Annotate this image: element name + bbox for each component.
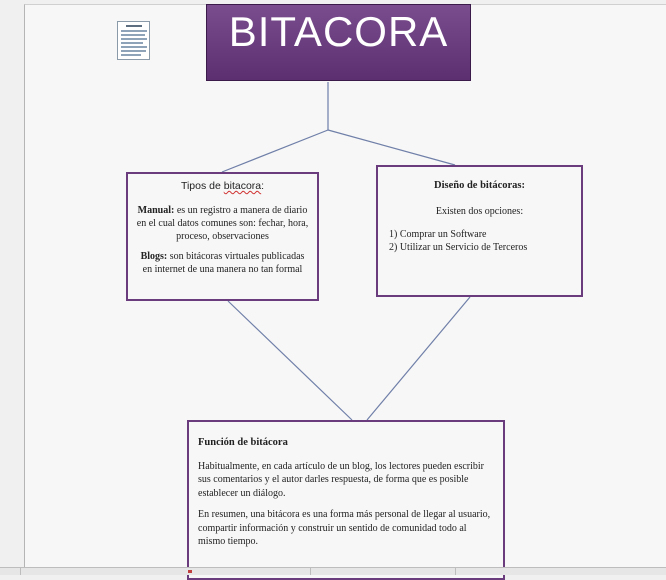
status-bar-marker [188, 570, 192, 573]
tipos-heading-word: bitacora [223, 180, 262, 192]
box-diseno-de-bitacoras [376, 165, 583, 297]
connector-to-diseno [328, 130, 455, 165]
tipos-manual [136, 204, 309, 243]
funcion-heading: Función de bitácora [198, 437, 288, 448]
funcion-paragraph-2: En resumen, una bitácora es una forma más personal de llegar al usuario, compartir información y construir un sentido de comunidad todo al mismo tiempo. [198, 509, 491, 547]
diseno-intro: Existen dos opciones: [435, 206, 524, 217]
blogs-text: son bitácoras virtuales publicadas en internet de una manera no tan formal [142, 251, 305, 275]
blogs-label: Blogs: [140, 251, 168, 262]
diseno-heading: Diseño de bitácoras: [434, 180, 525, 191]
connector-tipos-to-funcion [228, 301, 352, 420]
tipos-blogs [136, 250, 309, 276]
connector-to-tipos [222, 130, 328, 172]
document-thumbnail-icon [117, 21, 150, 60]
box-tipos-de-bitacora [126, 172, 319, 301]
title-box [206, 4, 471, 81]
tipos-heading: Tipos de bitacora: [180, 180, 265, 192]
diseno-option-1: 1) Comprar un Software [389, 229, 487, 240]
connector-diseno-to-funcion [367, 297, 470, 420]
manual-text: es un registro a manera de diario en el cual datos comunes son: fechar, hora, proceso, observaciones [136, 205, 309, 242]
title-text: BITACORA [228, 8, 449, 55]
manual-label: Manual: [137, 205, 175, 216]
box-funcion-de-bitacora [187, 420, 505, 580]
funcion-paragraph-1: Habitualmente, en cada artículo de un blog, los lectores pueden escribir sus comentarios y el autor darles respuesta, de forma que es posible establecer un diálogo. [198, 460, 485, 499]
diseno-option-2: 2) Utilizar un Servicio de Terceros [389, 242, 528, 253]
